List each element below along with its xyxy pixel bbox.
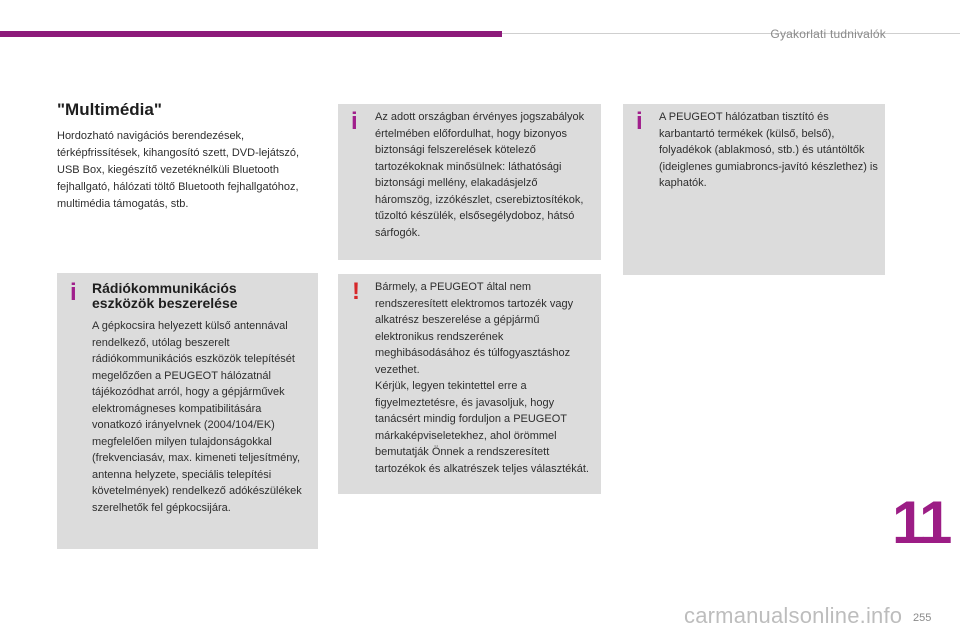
warning-box-text: Bármely, a PEUGEOT által nem rendszeresített elektromos tartozék vagy alkatrész beszerelése a gépjármű elektronikus rendszerének meghibásodásához és túlfogyasztáshoz vezethet. Kérjük, legyen tekintettel erre a figyelmeztetésre, és javasoljuk, hogy tanácsért mindig forduljon a PEUGEOT márkaképviseletekhez, ahol örömmel bemutatják Önnek a rendszeresített tartozékok és alkatrészek teljes választékát. [375, 281, 589, 475]
radio-info-box [57, 273, 318, 549]
page-number: 255 [913, 612, 932, 624]
radio-box-text: A gépkocsira helyezett külső antennával rendelkező, utólag beszerelt rádiókommunikációs eszközök telepítését megelőzően a PEUGEOT hálózatnál tájékozódhat arról, hogy a gépjárművek elektromágneses kompatibilitására vonatkozó irányelvnek (2004/104/EK) megfelelően milyen tulajdonságokkal (frekvenciasáv, max. kimeneti teljesítmény, antenna helyzete, speciális telepítési követelmények) rendelkező adókészülékek szerelhetők fel gépkocsijára. [92, 320, 302, 514]
chapter-number: 11 [892, 489, 950, 556]
info-icon: i [636, 108, 643, 135]
info-icon: i [70, 279, 77, 306]
section-intro: Hordozható navigációs berendezések, térképfrissítések, kihangosító szett, DVD-lejátszó, USB Box, kiegészítő vezetéknélküli Bluetooth fejhallgató, hálózati töltő Bluetooth fejhallgatóhoz, multimédia támogatás, stb. [57, 130, 300, 210]
warning-box [338, 274, 601, 494]
header-accent-bar [0, 31, 502, 37]
products-box-text: A PEUGEOT hálózatban tisztító és karbantartó termékek (külső, belső), folyadékok (ablakmosó, stb.) és utántöltők (ideiglenes gumiabroncs-javító készlethez) is kaphatók. [659, 111, 878, 189]
country-info-box [338, 104, 601, 260]
watermark: carmanualsonline.info [684, 603, 903, 628]
products-info-box [623, 104, 885, 275]
section-title: "Multimédia" [57, 100, 162, 119]
country-box-text: Az adott országban érvényes jogszabályok értelmében előfordulhat, hogy bizonyos biztonsági felszerelések kötelező tartozékoknak minősülnek: láthatósági biztonsági mellény, elakadásjelző háromszög, izzókészlet, cserebiztosítékok, tűzoltó készülék, elsősegélydoboz, hátsó sárfogók. [375, 111, 585, 239]
warning-icon: ! [352, 278, 360, 305]
radio-box-heading: Rádiókommunikációs eszközök beszerelése [92, 280, 238, 311]
header-title: Gyakorlati tudnivalók [770, 27, 886, 41]
info-icon: i [351, 108, 358, 135]
header-rule [502, 33, 960, 34]
